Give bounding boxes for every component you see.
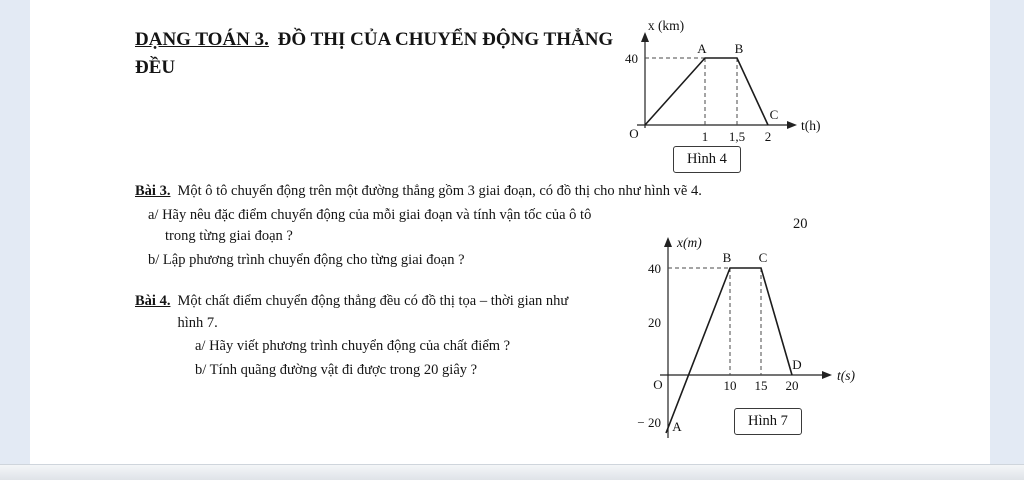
hinh4-motion-line xyxy=(645,58,768,125)
hinh4-origin-label: O xyxy=(629,126,639,141)
hinh7-point-D-label: D xyxy=(792,357,802,372)
hinh7-y-axis-arrow-icon xyxy=(664,237,672,247)
hinh4-point-B-label: B xyxy=(734,41,744,56)
hinh4-ytick-40: 40 xyxy=(625,51,638,66)
section-heading-label: DẠNG TOÁN 3. xyxy=(135,29,269,50)
hinh7-origin-label: O xyxy=(653,377,663,392)
hinh7-x-axis-arrow-icon xyxy=(822,371,832,379)
bai3-intro-text: Một ô tô chuyển động trên một đường thẳng gồm 3 giai đoạn, có đồ thị cho như hình vẽ 4. xyxy=(177,183,702,199)
hinh4-point-A-label: A xyxy=(697,41,707,56)
hinh4-y-axis-arrow-icon xyxy=(641,32,649,42)
hinh4-point-C-label: C xyxy=(769,107,779,122)
hinh4-y-axis-label: x (km) xyxy=(647,18,685,33)
section-heading-text: ĐỒ THỊ CỦA CHUYỂN ĐỘNG THẲNG ĐỀU xyxy=(135,29,614,78)
hinh4-xtick-1-5: 1,5 xyxy=(728,129,746,144)
hinh4-x-axis-arrow-icon xyxy=(787,121,797,129)
bai3-item-a: a/ Hãy nêu đặc điểm chuyển động của mỗi giai đoạn và tính vận tốc của ô tô trong từng giai đoạn ? xyxy=(148,206,592,244)
bai4-item-b: b/ Tính quãng đường vật đi được trong 20 giây ? xyxy=(195,361,478,378)
figure-hinh4-caption: Hình 4 xyxy=(673,146,741,173)
bai4-item-a: a/ Hãy viết phương trình chuyển động của chất điểm ? xyxy=(195,338,511,354)
page-bottom-edge xyxy=(0,464,1024,480)
hinh7-point-B-label: B xyxy=(722,250,732,265)
page-number: 20 xyxy=(793,216,808,232)
hinh7-ytick-40: 40 xyxy=(648,261,661,276)
bai3-item-b: b/ Lập phương trình chuyển động cho từng giai đoạn ? xyxy=(148,251,465,268)
figure-hinh4-graph xyxy=(610,10,835,160)
bai4-label: Bài 4. xyxy=(135,293,171,309)
hinh4-xtick-2: 2 xyxy=(764,129,772,144)
hinh7-xtick-20: 20 xyxy=(785,378,799,393)
hinh7-point-C-label: C xyxy=(758,250,768,265)
hinh7-ytick-20: 20 xyxy=(648,315,661,330)
hinh7-x-axis-label: t(s) xyxy=(837,368,855,383)
hinh4-x-axis-label: t(h) xyxy=(801,118,821,133)
hinh7-ytick-neg20: − 20 xyxy=(637,415,661,430)
bai3-intro-paragraph xyxy=(135,181,780,203)
exercise-bai4 xyxy=(135,291,597,381)
hinh4-xtick-1: 1 xyxy=(701,129,709,144)
section-heading xyxy=(135,26,621,82)
hinh7-xtick-10: 10 xyxy=(723,378,737,393)
hinh7-y-axis-label: x(m) xyxy=(677,235,702,250)
document-page xyxy=(30,0,990,464)
bai4-intro-paragraph xyxy=(135,291,597,334)
hinh7-xtick-15: 15 xyxy=(754,378,768,393)
figure-hinh7-caption: Hình 7 xyxy=(734,408,802,435)
bai3-label: Bài 3. xyxy=(135,183,171,199)
bai4-intro-text: Một chất điểm chuyển động thẳng đều có đồ thị tọa – thời gian như hình 7. xyxy=(177,293,569,331)
hinh7-point-A-label: A xyxy=(672,419,682,434)
